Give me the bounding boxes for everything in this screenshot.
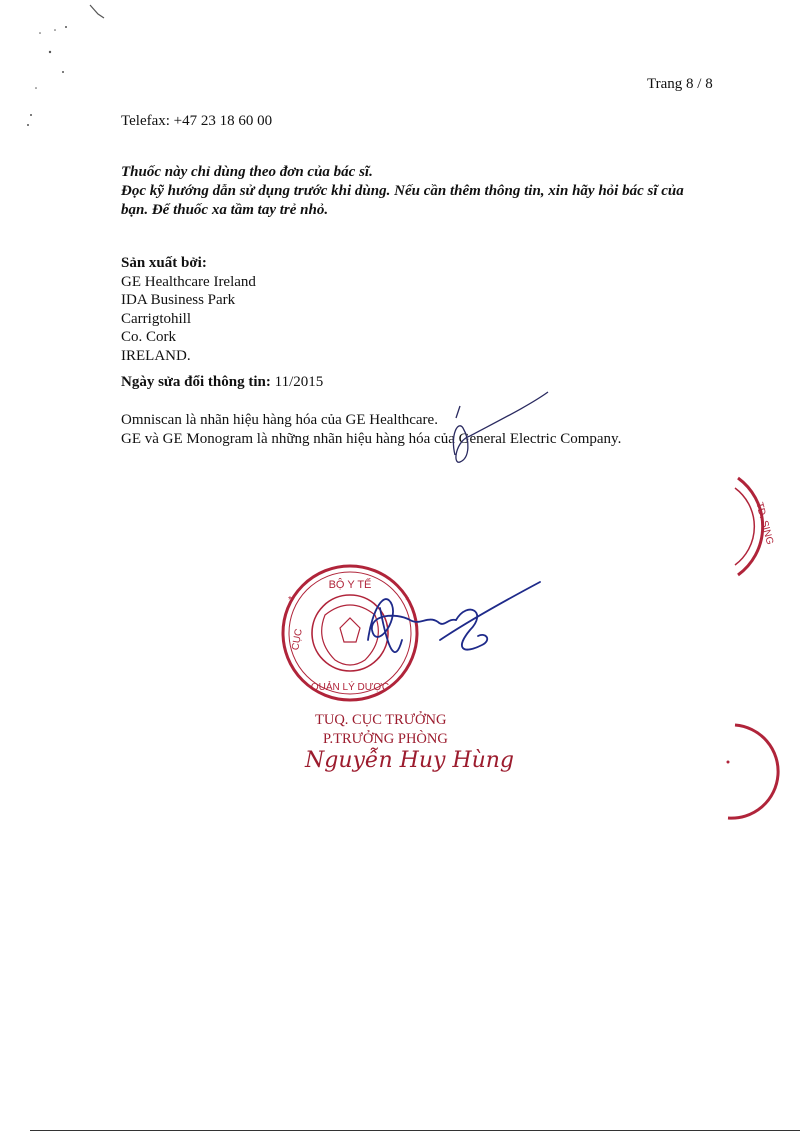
seal-bottom-text: QUẢN LÝ DƯỢC	[310, 682, 390, 693]
svg-text:*: *	[405, 595, 409, 606]
revision-value: 11/2015	[274, 374, 324, 390]
signatory-name: Nguyễn Huy Hùng	[305, 748, 515, 773]
page-bottom-border	[30, 1130, 800, 1131]
address-line: Co. Cork	[121, 329, 177, 345]
handwritten-signature	[368, 582, 540, 652]
manufacturer-heading: Sản xuất bởi:	[121, 255, 207, 271]
address-line: GE Healthcare Ireland	[121, 273, 256, 290]
revision-label: Ngày sửa đổi thông tin:	[121, 374, 271, 390]
official-seal	[283, 566, 417, 700]
address-line: IDA Business Park	[121, 292, 236, 308]
svg-text:*: *	[288, 595, 292, 606]
initial-mark	[453, 392, 548, 462]
address-line: IRELAND.	[121, 347, 191, 364]
warning-line: Đọc kỹ hướng dẫn sử dụng trước khi dùng. Nếu cần thêm thông tin, xin hãy hỏi bác sĩ của	[121, 183, 684, 199]
trademark-line: GE và GE Monogram là những nhãn hiệu hàng hóa của General Electric Company.	[121, 430, 622, 447]
signatory-title-2: P.TRƯỞNG PHÒNG	[323, 731, 448, 747]
page-number: Trang 8 / 8	[647, 76, 713, 92]
address-line: Carrigtohill	[121, 310, 191, 327]
warning-line: Thuốc này chỉ dùng theo đơn của bác sĩ.	[121, 164, 373, 180]
side-stamp	[727, 478, 779, 818]
side-stamp-text: TD. SING	[753, 501, 776, 546]
seal-top-text: BỘ Y TẾ	[328, 579, 372, 591]
trademark-line: Omniscan là nhãn hiệu hàng hóa của GE Healthcare.	[121, 412, 438, 428]
signatory-title-1: TUQ. CỤC TRƯỞNG	[315, 712, 447, 728]
telefax-line: Telefax: +47 23 18 60 00	[121, 113, 273, 129]
warning-line: bạn. Để thuốc xa tầm tay trẻ nhỏ.	[121, 202, 329, 218]
seal-left-text: CỤC	[290, 627, 305, 652]
scan-specks	[27, 5, 104, 126]
